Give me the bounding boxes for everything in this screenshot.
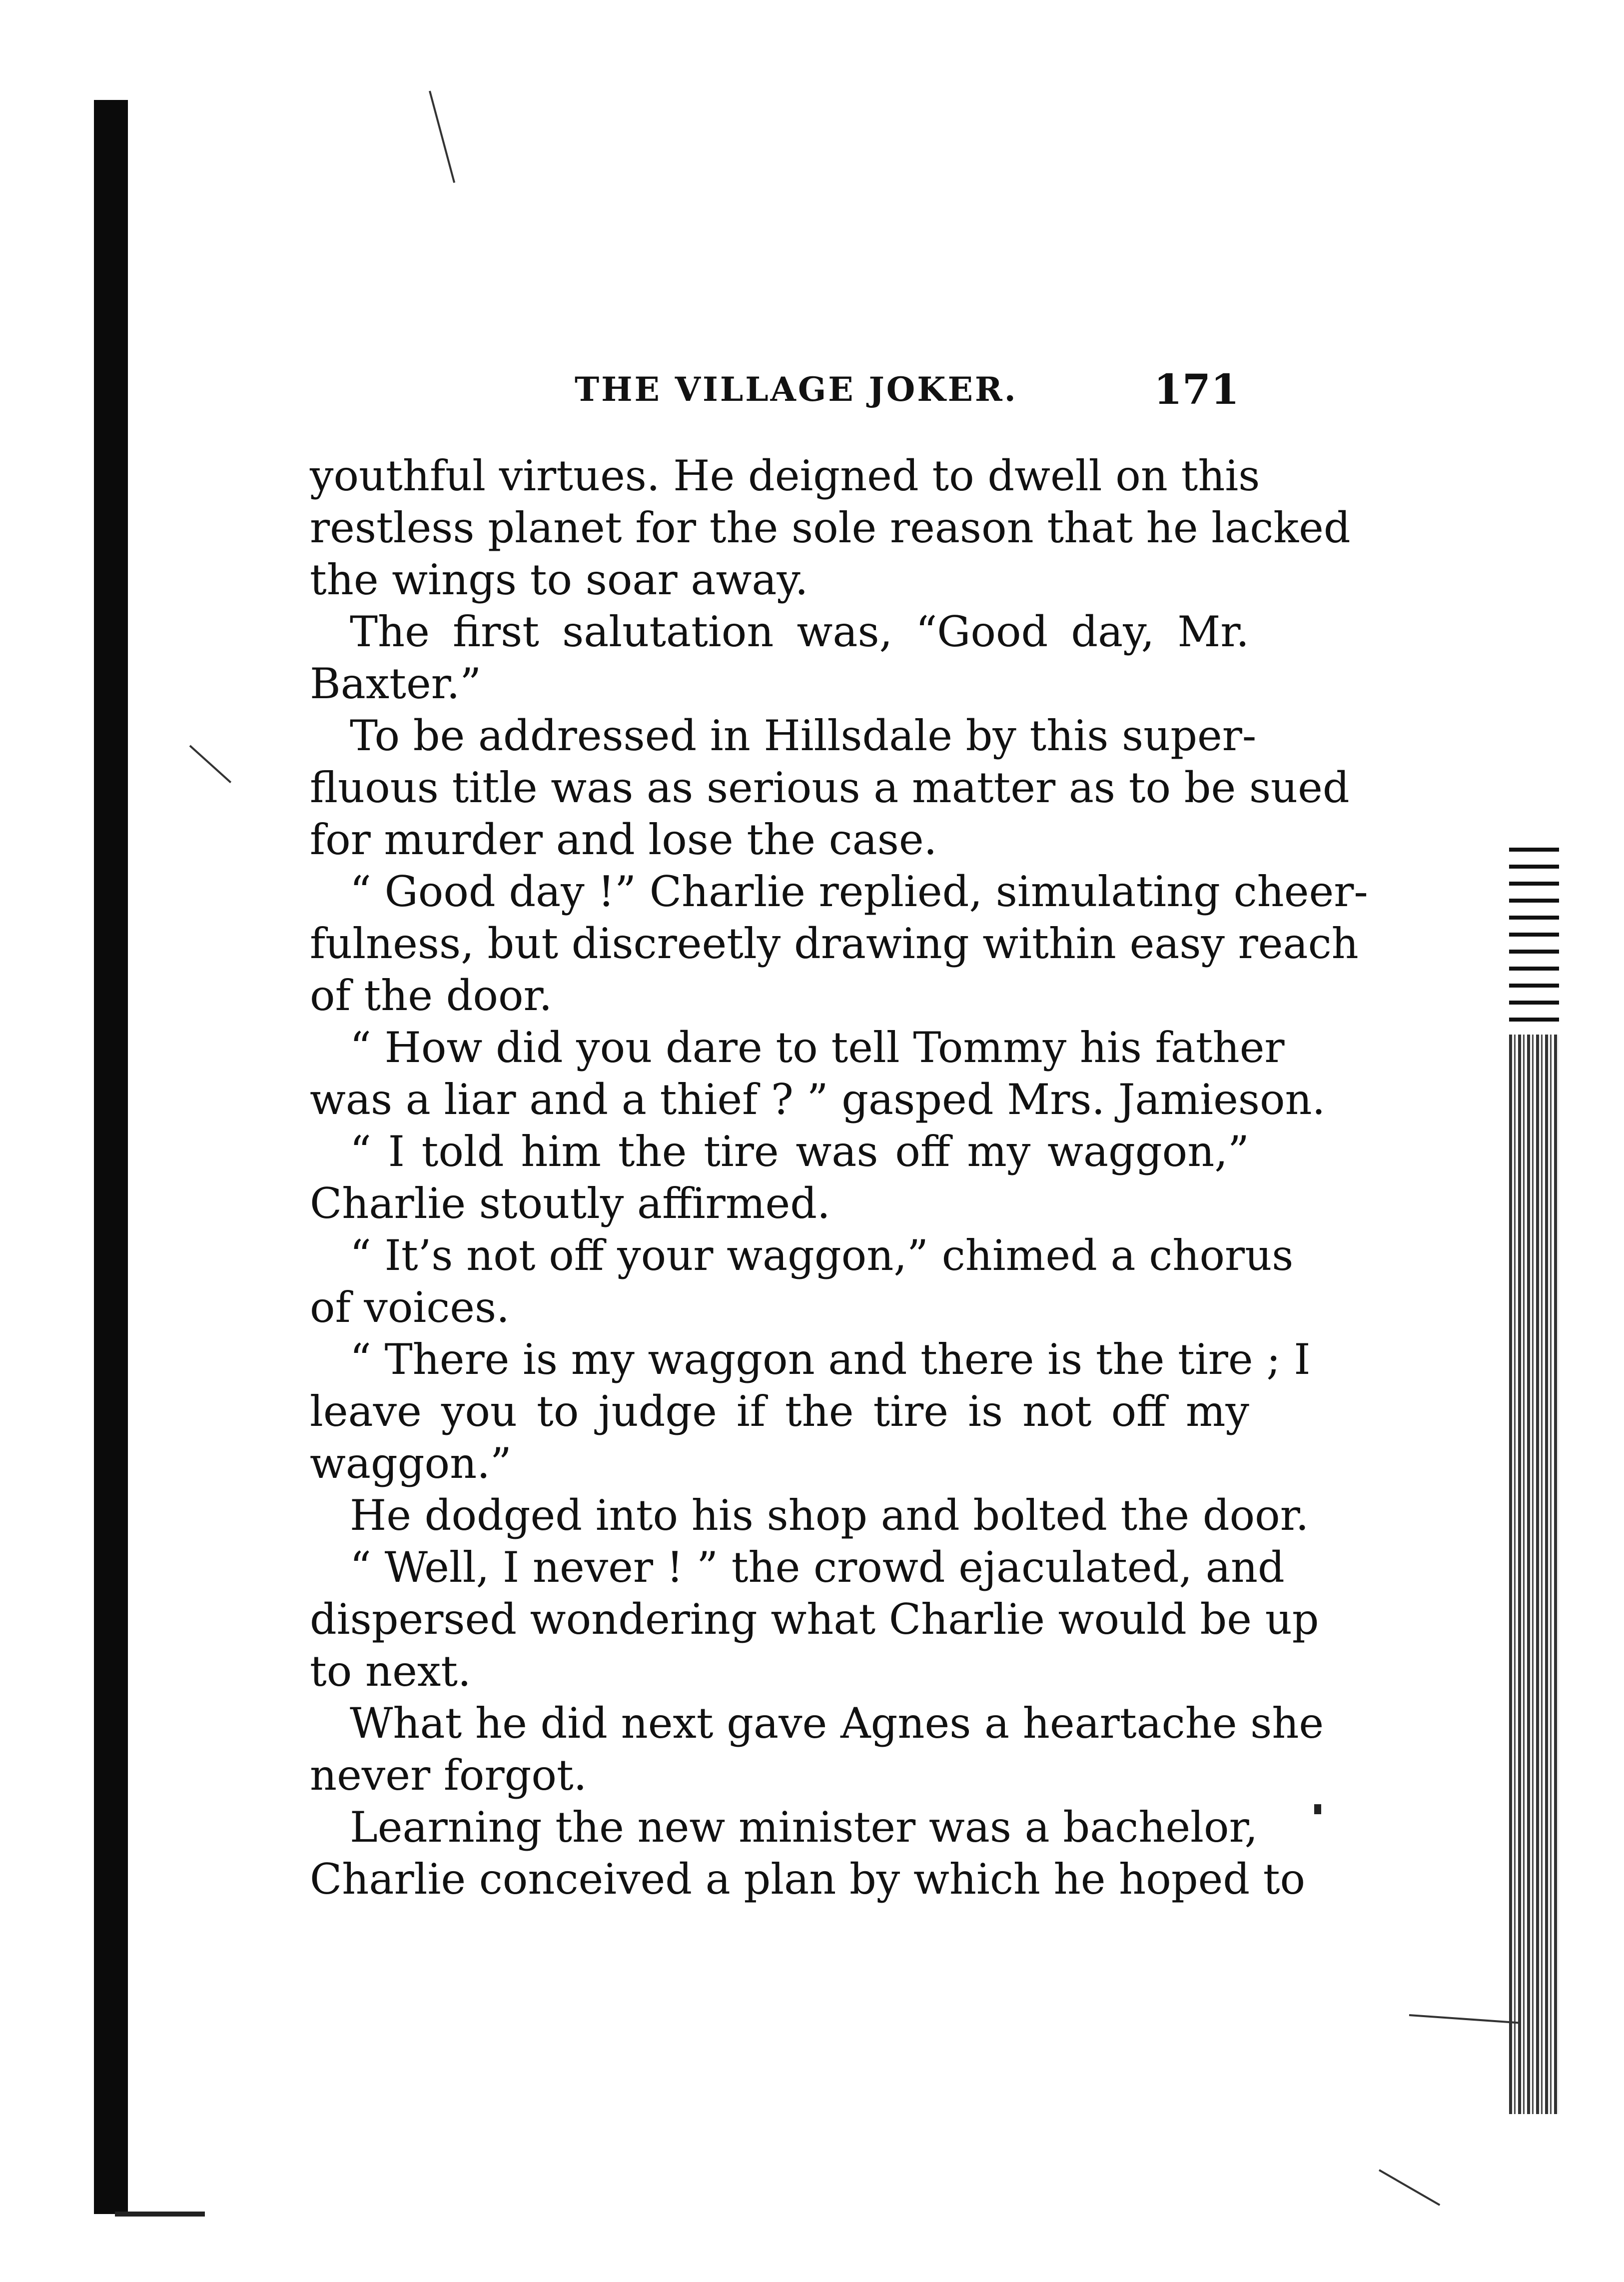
text-line: of the door. — [310, 971, 553, 1020]
text-line: fulness, but discreetly drawing within easy reach — [310, 919, 1359, 968]
text-line: “ Well, I never ! ” the crowd ejaculated, and — [350, 1543, 1285, 1592]
text-line: was a liar and a thief ? ” gasped Mrs. Jamieson. — [310, 1075, 1326, 1124]
scan-speck — [1314, 1804, 1321, 1814]
text-line: Charlie conceived a plan by which he hoped to — [310, 1855, 1306, 1904]
scan-binding-shadow — [94, 100, 128, 2214]
text-line: never forgot. — [310, 1751, 587, 1800]
text-line: youthful virtues. He deigned to dwell on this — [310, 451, 1260, 500]
scan-mark — [1379, 2169, 1440, 2206]
text-line: the wings to soar away. — [310, 555, 809, 604]
scan-mark — [1409, 2014, 1519, 2024]
book-page — [310, 360, 1368, 1904]
text-line: “ I told him the tire was off my waggon,” — [350, 1127, 1249, 1176]
text-line: waggon.” — [310, 1439, 512, 1488]
text-line: Learning the new minister was a bachelor, — [350, 1803, 1258, 1852]
scan-mark — [429, 90, 455, 183]
text-line: Charlie stoutly affirmed. — [310, 1179, 830, 1228]
text-line: fluous title was as serious a matter as to be sued — [310, 763, 1350, 812]
running-title: THE VILLAGE JOKER. — [575, 370, 1018, 409]
text-line: He dodged into his shop and bolted the door. — [350, 1491, 1309, 1540]
text-line: for murder and lose the case. — [310, 815, 937, 864]
text-line: “ How did you dare to tell Tommy his father — [350, 1023, 1285, 1072]
text-line: “ It’s not off your waggon,” chimed a chorus — [350, 1231, 1294, 1280]
scan-binding-foot — [115, 2212, 205, 2217]
text-line: dispersed wondering what Charlie would be up — [310, 1595, 1319, 1644]
page-number: 171 — [1153, 366, 1239, 414]
scan-edge-strip — [1509, 845, 1559, 2114]
text-line: To be addressed in Hillsdale by this super- — [350, 711, 1257, 760]
text-line: What he did next gave Agnes a heartache she — [350, 1699, 1324, 1748]
text-line: Baxter.” — [310, 659, 482, 708]
running-head — [310, 360, 1249, 420]
text-line: “ There is my waggon and there is the tire ; I — [350, 1335, 1311, 1384]
scan-mark — [189, 745, 231, 784]
body-text — [310, 450, 1368, 1905]
scan-edge-strip-top — [1509, 845, 1559, 1035]
text-line: “ Good day !” Charlie replied, simulating cheer- — [350, 867, 1368, 916]
text-line: leave you to judge if the tire is not off my — [310, 1387, 1249, 1436]
text-line: The first salutation was, “Good day, Mr. — [350, 607, 1249, 656]
text-line: of voices. — [310, 1283, 510, 1332]
text-line: to next. — [310, 1647, 471, 1696]
text-line: restless planet for the sole reason that he lacked — [310, 503, 1351, 552]
